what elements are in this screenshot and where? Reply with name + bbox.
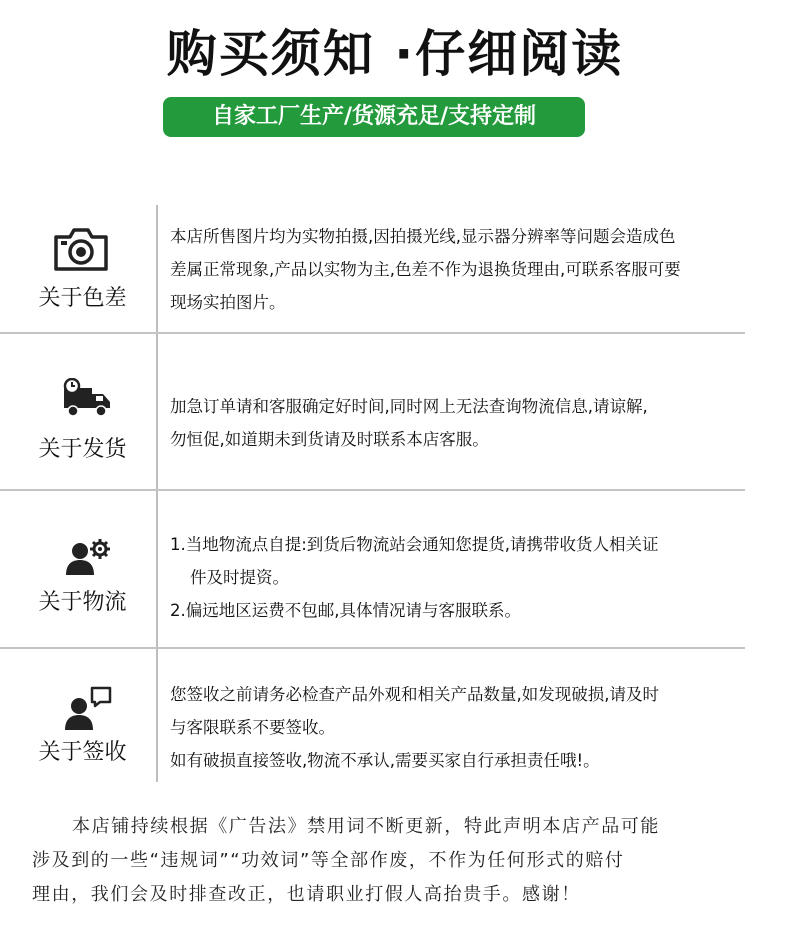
- divider: [156, 205, 158, 334]
- page-title: 购买须知 ·仔细阅读: [166, 25, 624, 83]
- text-line: 现场实拍图片。: [170, 293, 286, 312]
- disclaimer-line: 涉及到的一些“违规词”“功效词”等全部作废，不作为任何形式的赔付: [32, 850, 625, 871]
- section-header: [0, 491, 156, 649]
- section-logistics: [0, 491, 745, 649]
- camera-icon: [52, 225, 110, 273]
- delivery-truck-icon: [60, 378, 114, 420]
- section-label: 关于发货: [38, 437, 127, 462]
- text-line: 差属正常现象,产品以实物为主,色差不作为退换货理由,可联系客服可要: [170, 260, 681, 279]
- text-line: 件及时提资。: [190, 568, 289, 587]
- disclaimer-line: 理由，我们会及时排查改正，也请职业打假人高抬贵手。感谢！: [32, 884, 581, 905]
- section-text: [170, 220, 740, 319]
- section-header: [0, 649, 156, 782]
- text-line: 如有破损直接签收,物流不承认,需要买家自行承担责任哦!。: [170, 751, 600, 770]
- section-label: 关于色差: [38, 286, 127, 311]
- section-signing: [0, 649, 745, 782]
- text-line: 本店所售图片均为实物拍摄,因拍摄光线,显示器分辨率等问题会造成色: [170, 227, 676, 246]
- section-text: [170, 678, 740, 777]
- text-line: 勿恒促,如道期未到货请及时联系本店客服。: [170, 430, 489, 449]
- section-color-difference: [0, 205, 745, 334]
- divider: [156, 491, 158, 649]
- user-gear-icon: [64, 537, 112, 577]
- section-header: [0, 205, 156, 334]
- text-line: 您签收之前请务必检查产品外观和相关产品数量,如发现破损,请及时: [170, 685, 659, 704]
- disclaimer: [32, 810, 750, 912]
- user-chat-icon: [64, 684, 114, 730]
- disclaimer-line: 本店铺持续根据《广告法》禁用词不断更新，特此声明本店产品可能: [72, 816, 660, 837]
- text-line: 与客限联系不要签收。: [170, 718, 335, 737]
- section-header: [0, 334, 156, 491]
- section-label: 关于签收: [38, 740, 127, 765]
- divider: [156, 334, 158, 491]
- divider: [156, 649, 158, 782]
- banner-badge: 自家工厂生产/货源充足/支持定制: [163, 97, 585, 137]
- text-line: 2.偏远地区运费不包邮,具体情况请与客服联系。: [170, 601, 521, 620]
- section-shipping: [0, 334, 745, 491]
- text-line: 1.当地物流点自提:到货后物流站会通知您提货,请携带收货人相关证: [170, 535, 659, 554]
- section-text: [170, 528, 740, 627]
- section-text: [170, 390, 740, 456]
- section-label: 关于物流: [38, 590, 127, 615]
- text-line: 加急订单请和客服确定好时间,同时网上无法查询物流信息,请谅解,: [170, 397, 648, 416]
